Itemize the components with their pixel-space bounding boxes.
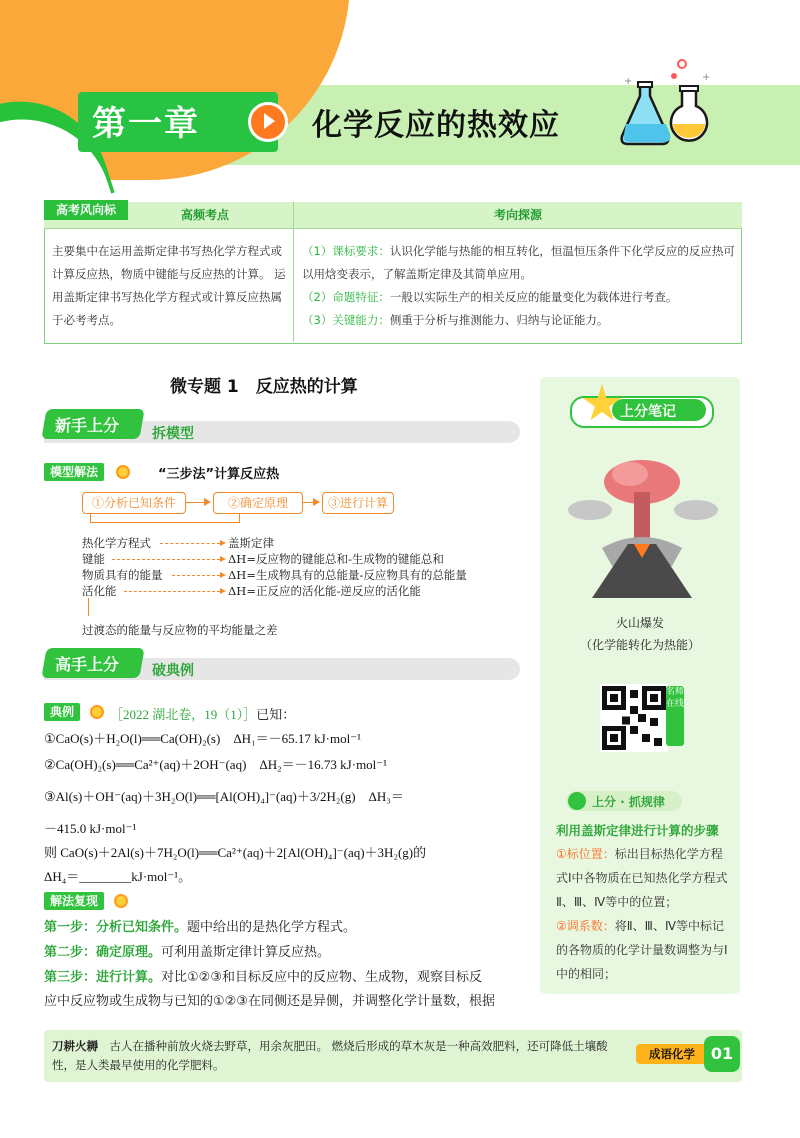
volcano-icon xyxy=(562,452,722,602)
chapter-label: 第一章 xyxy=(92,104,200,144)
model-step-2: ②确定原理 xyxy=(213,492,303,514)
model-row-right: 盖斯定律 xyxy=(228,536,274,550)
dashed-arrow-head-icon xyxy=(220,540,226,546)
exam-item: （1）课标要求：认识化学能与热能的相互转化，恒温恒压条件下化学反应的反应热可以用焓变表示，了解盖斯定律及其简单应用。 xyxy=(302,244,735,281)
rule-body xyxy=(556,842,734,986)
solution-step: 第一步：分析已知条件。题中给出的是热化学方程式。 xyxy=(44,920,357,935)
dashed-arrow-head-icon xyxy=(220,572,226,578)
model-title: “三步法”计算反应热 xyxy=(158,467,280,482)
model-row-right: ΔH=正反应的活化能-逆反应的活化能 xyxy=(228,584,421,598)
sun-icon xyxy=(116,465,130,479)
side-banner-text: 上分笔记 xyxy=(620,404,676,420)
volcano-caption: 火山爆发 （化学能转化为热能） xyxy=(579,616,700,652)
section2-badge-text: 高手上分 xyxy=(55,655,120,674)
model-step-1: ①分析已知条件 xyxy=(82,492,186,514)
flask-icon xyxy=(618,58,718,150)
model-row-left: 活化能 xyxy=(82,584,117,598)
model-note: 过渡态的能量与反应物的平均能量之差 xyxy=(82,623,278,637)
svg-text:+: + xyxy=(624,76,633,87)
play-triangle-icon xyxy=(264,113,275,129)
rule-pill-text: 上分 · 抓规律 xyxy=(592,795,665,809)
solution-tag: 解法复现 xyxy=(44,892,104,910)
rule-item: ①标位置：标出目标热化学方程式Ⅰ中各物质在已知热化学方程式Ⅱ、Ⅲ、Ⅳ等中的位置； xyxy=(556,847,728,909)
exam-table-col1-body: 主要集中在运用盖斯定律书写热化学方程式或计算反应热，物质中键能与反应热的计算。 运用盖斯定律书写热化学方程式或计算反应热属于必考考点。 xyxy=(52,244,286,327)
section2-label: 破典例 xyxy=(152,663,194,679)
example-question: 则 CaO(s)＋2Al(s)＋7H₂O(l)══Ca²⁺(aq)＋2[Al(OH)₄]⁻(aq)＋3H₂(g)的 xyxy=(44,845,427,860)
rule-title: 利用盖斯定律进行计算的步骤 xyxy=(556,823,719,838)
model-row-left: 键能 xyxy=(82,552,105,566)
solution-continuation: 应中反应物或生成物与已知的①②③在同侧还是异侧，并调整化学计量数，根据 xyxy=(44,994,495,1009)
example-tag: 典例 xyxy=(44,703,80,721)
sun-icon xyxy=(90,705,104,719)
exam-table-tag: 高考风向标 xyxy=(44,200,128,220)
micro-topic-title: 微专题 1 反应热的计算 xyxy=(170,377,358,397)
dashed-arrow-head-icon xyxy=(220,556,226,562)
model-row-left: 物质具有的能量 xyxy=(82,568,163,582)
model-step-3: ③进行计算 xyxy=(322,492,394,514)
example-eq3b: －415.0 kJ·mol⁻¹ xyxy=(44,821,137,836)
example-eq3: ③Al(s)＋OH⁻(aq)＋3H₂O(l)══[Al(OH)₄]⁻(aq)＋3/2H₂(g) ΔH₃＝ xyxy=(44,789,404,804)
section1-badge-text: 新手上分 xyxy=(55,416,120,435)
exam-item: （2）命题特征：一般以实际生产的相关反应的能量变化为载体进行考查。 xyxy=(302,290,678,304)
footer-text: 刀耕火耨 古人在播种前放火烧去野草，用余灰肥田。 燃烧后形成的草木灰是一种高效肥料，还可降低土壤酸性，是人类最早使用的化学肥料。 xyxy=(52,1039,608,1072)
model-tag: 模型解法 xyxy=(44,463,104,481)
arrow-icon xyxy=(185,502,205,503)
dashed-arrow xyxy=(112,559,220,560)
section1-label: 拆模型 xyxy=(152,426,194,442)
qr-code-icon[interactable] xyxy=(600,684,668,752)
dashed-arrow xyxy=(124,591,220,592)
solution-step: 第二步：确定原理。可利用盖斯定律计算反应热。 xyxy=(44,945,331,960)
model-row-right: ΔH=反应物的键能总和-生成物的键能总和 xyxy=(228,552,444,566)
tree-line xyxy=(88,598,89,616)
example-eq1: ①CaO(s)＋H₂O(l)══Ca(OH)₂(s) ΔH₁＝－65.17 kJ·mol⁻¹ xyxy=(44,731,361,746)
page-number: 01 xyxy=(704,1036,740,1072)
exam-table-col2-body xyxy=(302,240,738,332)
dashed-arrow-head-icon xyxy=(220,588,226,594)
rule-item: ②调系数：将Ⅱ、Ⅲ、Ⅳ等中标记的各物质的化学计量数调整为与Ⅰ中的相同； xyxy=(556,919,728,981)
example-source-line: ［2022 湖北卷，19（1）］已知： xyxy=(110,707,296,722)
dashed-arrow xyxy=(172,575,220,576)
qr-side-label: 名师在线 xyxy=(666,686,684,746)
model-row-left: 热化学方程式 xyxy=(82,536,151,550)
example-eq2: ②Ca(OH)₂(s)══Ca²⁺(aq)＋2OH⁻(aq) ΔH₂＝－16.73 kJ·mol⁻¹ xyxy=(44,757,388,772)
svg-text:+: + xyxy=(702,72,711,83)
exam-table-divider xyxy=(293,202,294,342)
footer-tag: 成语化学 xyxy=(636,1044,708,1064)
arrow-head-icon xyxy=(313,498,320,506)
tree-line xyxy=(239,513,240,523)
tree-line xyxy=(90,522,240,523)
exam-table-header-line xyxy=(44,228,742,229)
sun-icon xyxy=(114,894,128,908)
exam-table-col2-header: 考向探源 xyxy=(493,208,542,222)
example-question2: ΔH₄＝________kJ·mol⁻¹。 xyxy=(44,869,192,884)
exam-item: （3）关键能力：侧重于分析与推测能力、归纳与论证能力。 xyxy=(302,313,609,327)
dashed-arrow xyxy=(160,543,220,544)
arrow-down-icon xyxy=(568,792,586,810)
exam-table-col1-header: 高频考点 xyxy=(180,208,229,222)
model-row-right: ΔH=生成物具有的总能量-反应物具有的总能量 xyxy=(228,568,467,582)
chapter-title: 化学反应的热效应 xyxy=(312,108,560,143)
arrow-head-icon xyxy=(204,498,211,506)
solution-step: 第三步：进行计算。对比①②③和目标反应中的反应物、生成物，观察目标反 xyxy=(44,970,482,985)
